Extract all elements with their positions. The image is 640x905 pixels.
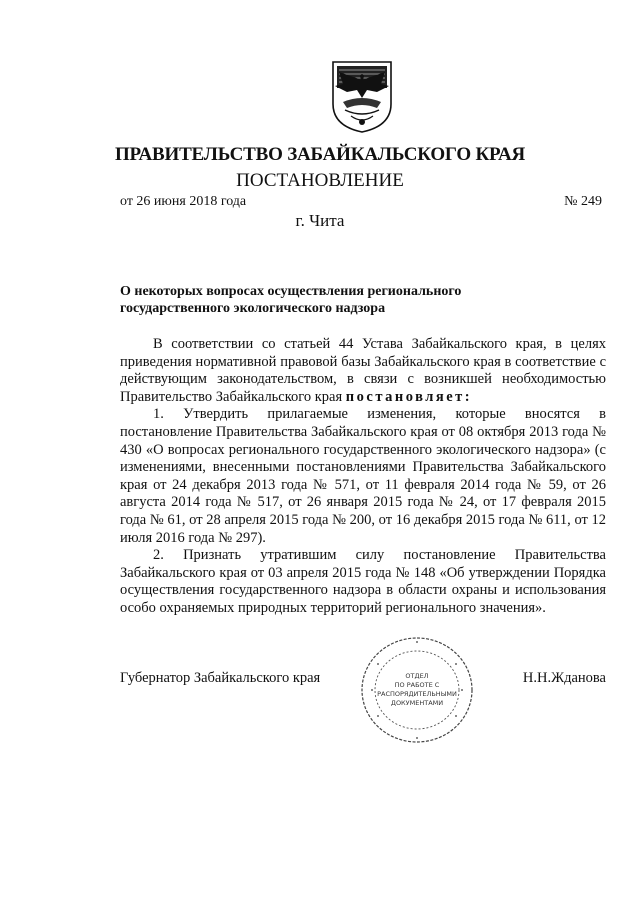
document-body	[120, 336, 606, 618]
signatory-name: Н.Н.Жданова	[522, 670, 606, 686]
seal-line-2: ПО РАБОТЕ С	[394, 681, 440, 689]
preamble-paragraph	[120, 336, 606, 406]
seal-line-3: РАСПОРЯДИТЕЛЬНЫМИ	[377, 690, 457, 698]
preamble-text: В соответствии со статьей 44 Устава Забайкальского края, в целях приведения нормативной правовой базы Забайкальского края в соответствие с действующим законодательством, в связи с возникшей необходимостью Правительство Забайкальского края	[120, 336, 606, 405]
signatory-position: Губернатор Забайкальского края	[120, 670, 321, 686]
item-1-paragraph: 1. Утвердить прилагаемые изменения, которые вносятся в постановление Правительства Забайкальского края от 08 октября 2013 года № 430 «О вопросах регионального государственного экологического надзора» (с изменениями, внесенными постановлениями Правительства Забайкальского края от 24 декабря 2013 года № 571, от 11 февраля 2014 года № 59, от 26 августа 2014 года № 517, от 26 января 2015 года № 24, от 17 февраля 2015 года № 61, от 28 апреля 2015 года № 200, от 16 декабря 2015 года № 611, от 12 июля 2016 года № 297).	[120, 406, 606, 546]
document-type-title: ПОСТАНОВЛЕНИЕ	[236, 170, 404, 191]
seal-line-4: ДОКУМЕНТАМИ	[390, 699, 444, 707]
decree-word: постановляет:	[345, 388, 473, 405]
seal-line-1: ОТДЕЛ	[405, 672, 429, 680]
document-number: № 249	[564, 194, 602, 209]
document-date: от 26 июня 2018 года	[120, 194, 247, 209]
official-seal-stamp	[358, 634, 476, 746]
document-city: г. Чита	[295, 211, 345, 230]
item-2-paragraph: 2. Признать утратившим силу постановление Правительства Забайкальского края от 03 апреля 2015 года № 148 «Об утверждении Порядка осуществления государственного надзора в области охраны и использования особо охраняемых природных территорий регионального значения».	[120, 547, 606, 616]
coat-of-arms-icon	[327, 58, 397, 134]
document-subject: О некоторых вопросах осуществления регионального государственного экологического надзора	[120, 284, 462, 316]
organization-title: ПРАВИТЕЛЬСТВО ЗАБАЙКАЛЬСКОГО КРАЯ	[114, 144, 526, 165]
